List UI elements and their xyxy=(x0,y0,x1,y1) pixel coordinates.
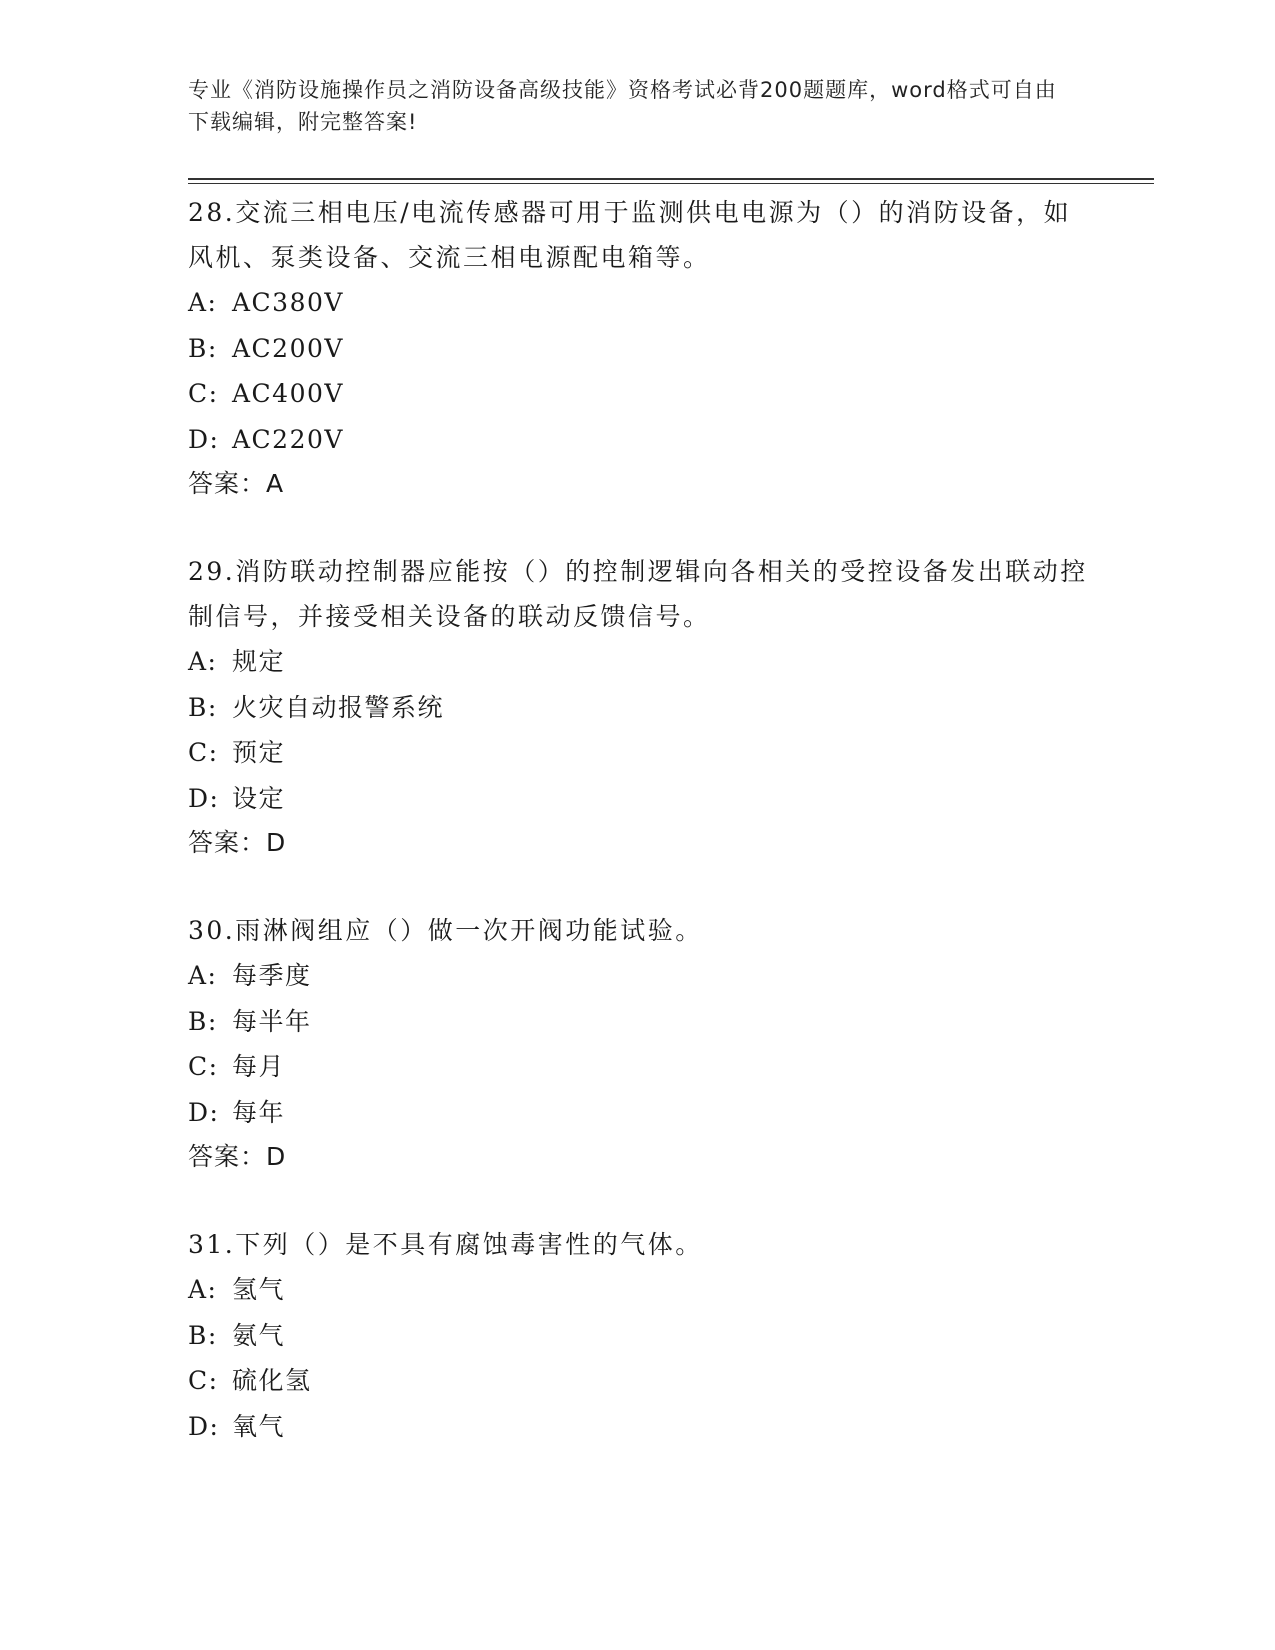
option-text: 每年 xyxy=(232,1097,286,1127)
option-b xyxy=(188,326,1088,372)
option-a xyxy=(188,1267,1088,1313)
option-text: 规定 xyxy=(232,647,286,676)
question-list xyxy=(188,190,1088,1492)
option-letter: B: xyxy=(188,333,218,363)
option-letter: D: xyxy=(188,1411,220,1441)
question-28 xyxy=(188,190,1088,506)
question-text: 31.下列（）是不具有腐蚀毒害性的气体。 xyxy=(188,1230,703,1259)
option-c xyxy=(188,1358,1088,1404)
question-29 xyxy=(188,549,1088,865)
option-text: 硫化氢 xyxy=(232,1366,312,1395)
option-letter: A: xyxy=(188,1275,218,1304)
option-a xyxy=(188,280,1088,326)
question-text: 30.雨淋阀组应（）做一次开阀功能试验。 xyxy=(188,916,703,945)
option-letter: C: xyxy=(188,1052,219,1081)
option-b xyxy=(188,1313,1088,1359)
document-intro: 专业《消防设施操作员之消防设备高级技能》资格考试必背200题题库，word格式可自由下载编辑，附完整答案! xyxy=(188,78,1057,134)
option-d xyxy=(188,776,1088,822)
header-divider-thin xyxy=(188,183,1154,184)
option-text: 氨气 xyxy=(232,1320,286,1350)
option-text: 预定 xyxy=(232,738,286,767)
option-letter: A: xyxy=(188,961,218,990)
option-text: AC380V xyxy=(232,288,344,317)
option-letter: C: xyxy=(188,1366,219,1395)
option-text: 氧气 xyxy=(232,1411,286,1441)
option-b xyxy=(188,999,1088,1045)
option-letter: A: xyxy=(188,288,218,317)
option-text: 每季度 xyxy=(232,961,312,990)
option-text: AC400V xyxy=(232,379,344,408)
option-letter: C: xyxy=(188,738,219,767)
answer-line: 答案：D xyxy=(188,828,287,857)
option-d xyxy=(188,417,1088,463)
option-text: AC200V xyxy=(232,333,344,363)
option-c xyxy=(188,730,1088,776)
option-b xyxy=(188,685,1088,731)
option-d xyxy=(188,1404,1088,1450)
header-divider-thick xyxy=(188,178,1154,180)
option-text: AC220V xyxy=(232,424,344,454)
answer-line: 答案：D xyxy=(188,1142,287,1171)
option-letter: B: xyxy=(188,692,218,722)
option-text: 氢气 xyxy=(232,1275,286,1304)
option-text: 每月 xyxy=(232,1052,286,1081)
question-text: 28.交流三相电压/电流传感器可用于监测供电电源为（）的消防设备，如风机、泵类设备、交流三相电源配电箱等。 xyxy=(188,198,1072,272)
question-text: 29.消防联动控制器应能按（）的控制逻辑向各相关的受控设备发出联动控制信号，并接受相关设备的联动反馈信号。 xyxy=(188,557,1088,631)
option-c xyxy=(188,371,1088,417)
option-letter: B: xyxy=(188,1006,218,1036)
option-letter: D: xyxy=(188,783,220,813)
option-text: 设定 xyxy=(232,783,286,813)
question-31 xyxy=(188,1222,1088,1449)
option-letter: A: xyxy=(188,647,218,676)
option-letter: B: xyxy=(188,1320,218,1350)
option-letter: D: xyxy=(188,1097,220,1127)
option-text: 每半年 xyxy=(232,1006,312,1036)
option-letter: D: xyxy=(188,424,220,454)
option-a xyxy=(188,639,1088,685)
question-30 xyxy=(188,908,1088,1179)
option-text: 火灾自动报警系统 xyxy=(232,692,445,722)
option-letter: C: xyxy=(188,379,219,408)
option-a xyxy=(188,953,1088,999)
option-d xyxy=(188,1090,1088,1136)
option-c xyxy=(188,1044,1088,1090)
answer-line: 答案：A xyxy=(188,469,285,498)
